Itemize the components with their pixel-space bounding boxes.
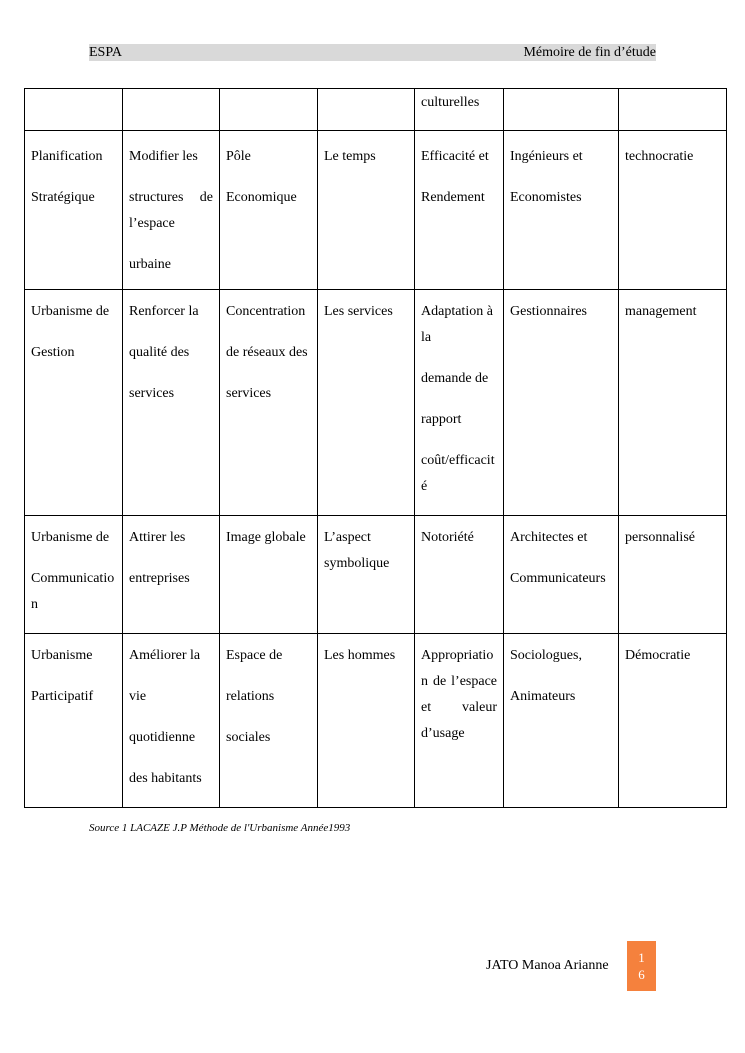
table-row	[25, 634, 727, 808]
page-number-badge	[627, 941, 656, 991]
cell-text: Economique	[226, 190, 297, 205]
cell-text: de réseaux des	[226, 345, 308, 360]
cell-text: Modifier les	[129, 149, 198, 164]
cell-text: Urbanisme de	[31, 304, 110, 319]
cell-text: Notoriété	[421, 530, 474, 545]
urbanism-comparison-table	[24, 88, 727, 808]
cell-text: culturelles	[421, 95, 480, 110]
table-cell	[25, 89, 123, 131]
cell-text: services	[129, 386, 175, 401]
table-cell	[619, 290, 727, 516]
cell-text: Ingénieurs et	[510, 149, 583, 164]
table-cell	[415, 131, 504, 290]
table-cell	[619, 89, 727, 131]
table-cell	[504, 131, 619, 290]
cell-text: Urbanisme	[31, 648, 93, 663]
cell-text: Gestion	[31, 345, 75, 360]
cell-text: Adaptation à la	[421, 304, 493, 345]
cell-text: relations	[226, 689, 275, 704]
cell-text: Communicateurs	[510, 571, 606, 586]
table-cell	[504, 290, 619, 516]
table-cell	[318, 131, 415, 290]
table-cell	[318, 516, 415, 634]
table-source-caption: Source 1 LACAZE J.P Méthode de l'Urbanisme Année1993	[89, 822, 351, 834]
page-number: 16	[638, 950, 645, 982]
cell-text: rapport	[421, 412, 462, 427]
table-cell	[220, 131, 318, 290]
cell-text: urbaine	[129, 257, 171, 272]
cell-text: Animateurs	[510, 689, 576, 704]
table-cell	[619, 516, 727, 634]
table-cell	[415, 89, 504, 131]
table-cell	[318, 634, 415, 808]
table-cell	[318, 89, 415, 131]
table-row	[25, 131, 727, 290]
table-cell	[220, 290, 318, 516]
cell-text: Urbanisme de	[31, 530, 110, 545]
table-cell	[25, 516, 123, 634]
cell-text: Efficacité et	[421, 149, 489, 164]
table-cell	[123, 89, 220, 131]
table-cell	[123, 290, 220, 516]
cell-text: qualité des	[129, 345, 190, 360]
cell-text: Concentration	[226, 304, 306, 319]
cell-text: Rendement	[421, 190, 485, 205]
cell-text: entreprises	[129, 571, 190, 586]
table-cell	[415, 516, 504, 634]
cell-text: Image globale	[226, 530, 306, 545]
cell-text: Le temps	[324, 149, 376, 164]
cell-text: personnalisé	[625, 530, 695, 545]
cell-text: Sociologues,	[510, 648, 582, 663]
footer-author: JATO Manoa Arianne	[486, 958, 609, 973]
cell-text: Pôle	[226, 149, 251, 164]
table-cell	[25, 290, 123, 516]
table-cell	[619, 131, 727, 290]
table-cell	[504, 89, 619, 131]
table-cell	[415, 634, 504, 808]
table-row	[25, 89, 727, 131]
table-cell	[123, 131, 220, 290]
cell-text: quotidienne	[129, 730, 196, 745]
cell-text: technocratie	[625, 149, 694, 164]
table-cell	[25, 131, 123, 290]
table-cell	[123, 516, 220, 634]
cell-text: Communication	[31, 571, 115, 612]
cell-text: Appropriation de l’espace et valeur d’usage	[421, 648, 497, 741]
cell-text: Renforcer la	[129, 304, 199, 319]
cell-text: L’aspect symbolique	[324, 530, 390, 571]
cell-text: Espace de	[226, 648, 283, 663]
cell-text: services	[226, 386, 272, 401]
table-cell	[220, 89, 318, 131]
cell-text: structures de l’espace	[129, 190, 213, 231]
cell-text: Architectes et	[510, 530, 588, 545]
cell-text: Les services	[324, 304, 393, 319]
cell-text: Démocratie	[625, 648, 691, 663]
table-cell	[619, 634, 727, 808]
table-cell	[504, 516, 619, 634]
cell-text: Attirer les	[129, 530, 186, 545]
table-cell	[318, 290, 415, 516]
table-cell	[220, 634, 318, 808]
header-document-title: Mémoire de fin d’étude	[523, 45, 656, 60]
cell-text: vie	[129, 689, 147, 704]
table-row	[25, 516, 727, 634]
table-cell	[415, 290, 504, 516]
table-row	[25, 290, 727, 516]
cell-text: demande de	[421, 371, 489, 386]
cell-text: Economistes	[510, 190, 582, 205]
cell-text: management	[625, 304, 697, 319]
cell-text: Les hommes	[324, 648, 396, 663]
cell-text: Participatif	[31, 689, 94, 704]
table-cell	[504, 634, 619, 808]
cell-text: Planification	[31, 149, 103, 164]
cell-text: des habitants	[129, 771, 202, 786]
cell-text: sociales	[226, 730, 271, 745]
cell-text: coût/efficacité	[421, 453, 495, 494]
header-school: ESPA	[89, 45, 122, 60]
table-cell	[123, 634, 220, 808]
cell-text: Gestionnaires	[510, 304, 587, 319]
page-header	[89, 44, 656, 61]
cell-text: Améliorer la	[129, 648, 201, 663]
cell-text: Stratégique	[31, 190, 95, 205]
table-cell	[25, 634, 123, 808]
table-cell	[220, 516, 318, 634]
